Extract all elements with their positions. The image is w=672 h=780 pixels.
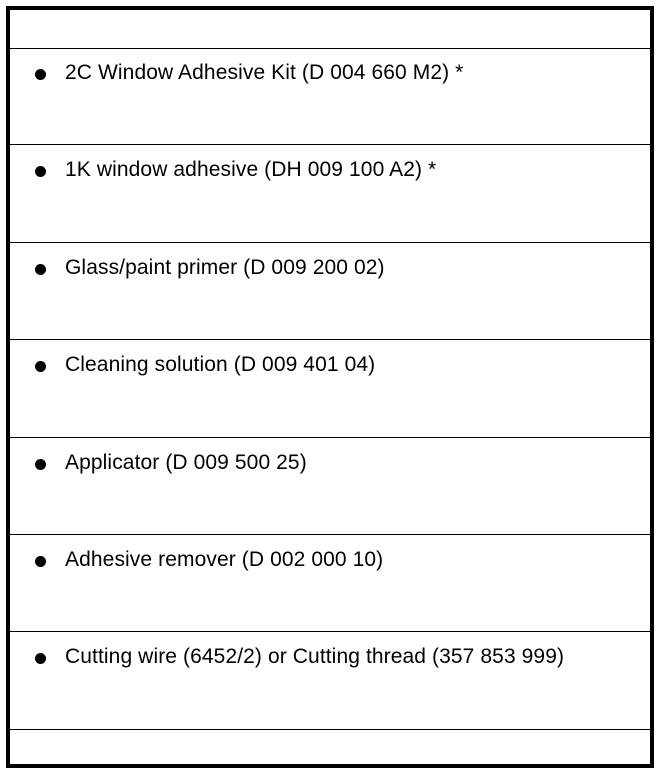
list-item — [10, 632, 650, 729]
list-item — [10, 243, 650, 340]
list-item — [10, 340, 650, 437]
list-item-label: 1K window adhesive (DH 009 100 A2) * — [65, 158, 437, 182]
bullet-icon — [35, 459, 46, 470]
materials-table — [6, 6, 654, 768]
list-item — [10, 535, 650, 632]
bullet-icon — [35, 166, 46, 177]
bullet-icon — [35, 556, 46, 567]
list-item-label: Glass/paint primer (D 009 200 02) — [65, 255, 385, 279]
list-item-label: Applicator (D 009 500 25) — [65, 450, 307, 474]
bullet-icon — [35, 653, 46, 664]
list-item-label: 2C Window Adhesive Kit (D 004 660 M2) * — [65, 61, 464, 84]
bullet-icon — [35, 264, 46, 275]
bullet-icon — [35, 69, 46, 80]
list-item-label: Cleaning solution (D 009 401 04) — [65, 353, 376, 377]
list-item — [10, 438, 650, 535]
list-item-label: Adhesive remover (D 002 000 10) — [65, 547, 384, 571]
list-item-label: Cutting wire (6452/2) or Cutting thread (357 853 999) — [65, 645, 565, 669]
table-header-row — [10, 10, 650, 49]
table-footer-row — [10, 726, 650, 764]
materials-list — [10, 48, 650, 730]
list-item — [10, 145, 650, 242]
list-item — [10, 48, 650, 145]
bullet-icon — [35, 361, 46, 372]
